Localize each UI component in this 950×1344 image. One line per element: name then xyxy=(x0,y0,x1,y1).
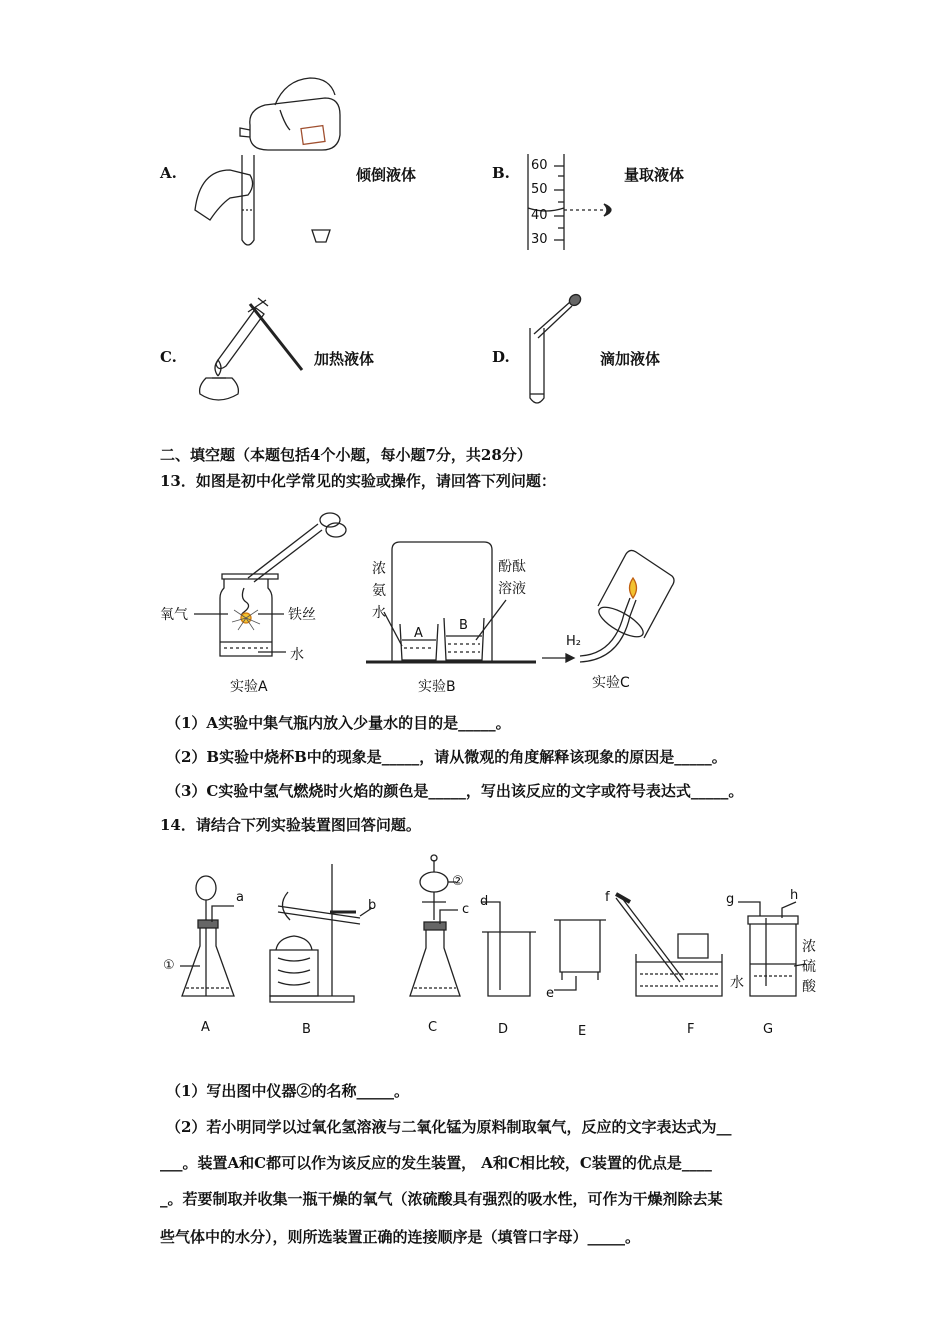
cylinder-tick-30: 30 xyxy=(531,232,548,247)
option-d-label: 滴加液体 xyxy=(600,350,661,368)
port-b: b xyxy=(368,898,377,913)
apparatus-g: G xyxy=(763,1022,774,1037)
port-c: c xyxy=(462,902,470,917)
port-a: a xyxy=(236,890,244,905)
label-phenolphthalein-2: 溶液 xyxy=(498,581,526,597)
pouring-liquid-figure xyxy=(190,70,350,255)
apparatus-c: C xyxy=(428,1020,438,1035)
caption-exp-b: 实验B xyxy=(418,679,456,695)
label-h2: H₂ xyxy=(566,634,581,649)
dropping-liquid-figure xyxy=(520,290,590,410)
port-d: d xyxy=(480,894,489,909)
apparatus-f: F xyxy=(687,1022,695,1037)
label-oxygen: 氧气 xyxy=(160,607,188,623)
label-conc-ammonia-3: 水 xyxy=(372,605,386,621)
experiment-a-figure xyxy=(218,506,368,666)
option-c-letter: C. xyxy=(160,348,177,366)
label-water-a: 水 xyxy=(290,647,304,663)
q14-sub2-line3: _。若要制取并收集一瓶干燥的氧气（浓硫酸具有强烈的吸水性，可作为干燥剂除去某 xyxy=(160,1190,723,1208)
cylinder-tick-40: 40 xyxy=(531,208,548,223)
port-f: f xyxy=(605,890,610,905)
port-h: h xyxy=(790,888,799,903)
label-conc-h2so4-1: 浓 xyxy=(802,939,816,955)
q13-stem: 13．如图是初中化学常见的实验或操作，请回答下列问题： xyxy=(160,472,556,490)
label-beaker-b: B xyxy=(459,618,468,633)
label-conc-ammonia-2: 氨 xyxy=(372,583,386,599)
label-beaker-a: A xyxy=(414,626,423,641)
q13-sub3: （3）C实验中氢气燃烧时火焰的颜色是_____，写出该反应的文字或符号表达式_____。 xyxy=(166,782,744,800)
option-b-letter: B. xyxy=(492,164,510,182)
cylinder-tick-50: 50 xyxy=(531,182,548,197)
q14-sub2-line2: ___。装置A和C都可以作为该反应的发生装置， A和C相比较，C装置的优点是____ xyxy=(160,1154,712,1172)
caption-exp-c: 实验C xyxy=(592,675,630,691)
section-title: 二、填空题（本题包括4个小题，每小题7分，共28分） xyxy=(160,446,532,464)
option-d-letter: D. xyxy=(492,348,510,366)
label-water-f: 水 xyxy=(730,975,744,991)
option-a-label: 倾倒液体 xyxy=(356,166,417,184)
label-conc-ammonia-1: 浓 xyxy=(372,561,386,577)
cylinder-tick-60: 60 xyxy=(531,158,548,173)
apparatus-a: A xyxy=(201,1020,210,1035)
label-circle-2: ② xyxy=(452,874,464,889)
q13-sub2: （2）B实验中烧杯B中的现象是_____，请从微观的角度解释该现象的原因是_____。 xyxy=(166,748,727,766)
q14-stem: 14．请结合下列实验装置图回答问题。 xyxy=(160,816,421,834)
apparatus-b: B xyxy=(302,1022,311,1037)
label-circle-1: ① xyxy=(163,958,175,973)
label-conc-h2so4-3: 酸 xyxy=(802,979,816,995)
apparatus-e: E xyxy=(578,1024,587,1039)
port-e: e xyxy=(546,986,554,1001)
option-a-letter: A. xyxy=(160,164,177,182)
option-b-label: 量取液体 xyxy=(624,166,685,184)
label-phenolphthalein-1: 酚酞 xyxy=(498,559,526,575)
label-conc-h2so4-2: 硫 xyxy=(802,959,816,975)
caption-exp-a: 实验A xyxy=(230,679,268,695)
q14-sub2-line1: （2）若小明同学以过氧化氢溶液与二氧化锰为原料制取氧气，反应的文字表达式为__ xyxy=(166,1118,732,1136)
port-g: g xyxy=(726,892,735,907)
option-c-label: 加热液体 xyxy=(314,350,375,368)
label-iron-wire: 铁丝 xyxy=(288,607,316,623)
q14-sub1: （1）写出图中仪器②的名称_____。 xyxy=(166,1082,409,1100)
apparatus-d: D xyxy=(498,1022,509,1037)
q13-sub1: （1）A实验中集气瓶内放入少量水的目的是_____。 xyxy=(166,714,511,732)
q14-sub2-line4: 些气体中的水分），则所选装置正确的连接顺序是（填管口字母）_____。 xyxy=(160,1228,641,1246)
heating-liquid-figure xyxy=(188,290,308,410)
experiment-c-figure xyxy=(540,548,680,668)
